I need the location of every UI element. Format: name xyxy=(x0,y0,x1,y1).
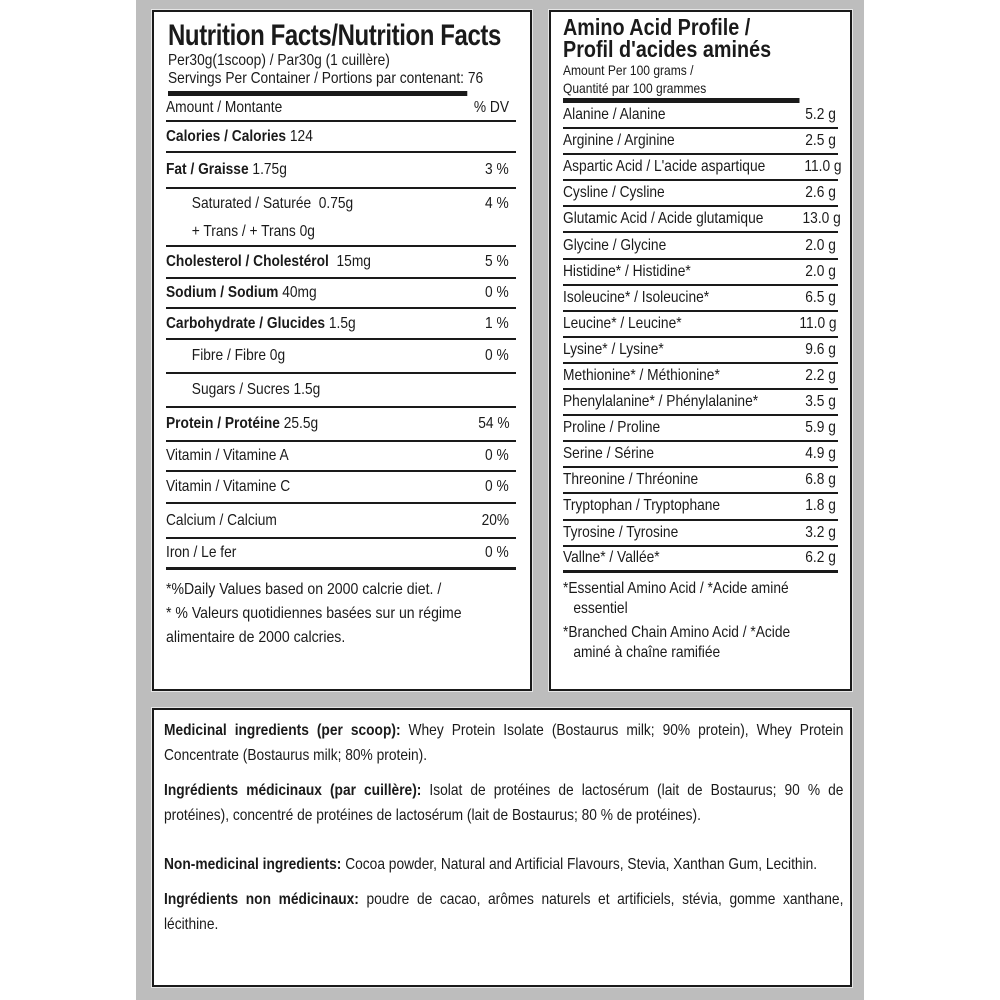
nutrient-amount: Vitamin / Vitamine C xyxy=(166,478,291,495)
note-line: *Branched Chain Amino Acid / *Acide xyxy=(563,623,791,641)
nutrient-dv: 0 % xyxy=(485,478,510,495)
amino-amount: 1.8 g xyxy=(805,497,837,515)
nutrient-label xyxy=(166,128,313,146)
nutrition-row xyxy=(166,408,516,442)
nutrient-amount: Sugars / Sucres 1.5g xyxy=(191,381,321,398)
amino-amount: 6.2 g xyxy=(805,549,837,567)
amount-header: Amount / Montante xyxy=(166,99,283,116)
amino-row xyxy=(563,103,838,129)
amino-row xyxy=(563,494,838,520)
amino-amount: 2.2 g xyxy=(805,366,837,384)
nutrient-label xyxy=(166,223,315,241)
nutrient-amount: 1.5g xyxy=(325,314,356,332)
ingredient-label: Ingrédients médicinaux (par cuillère): xyxy=(164,782,422,799)
note-line: essentiel xyxy=(573,599,628,617)
amino-amount: 2.0 g xyxy=(805,262,837,280)
nutrient-amount: Saturated / Saturée 0.75g xyxy=(191,195,354,212)
nutrient-dv: 54 % xyxy=(477,415,510,432)
nutrient-dv: 3 % xyxy=(485,161,510,178)
amino-sub-en: Amount Per 100 grams / xyxy=(563,62,694,78)
serving-size: Per30g(1scoop) / Par30g (1 cuillère) xyxy=(168,52,390,69)
amino-amount: 9.6 g xyxy=(805,340,837,358)
amino-amount: 5.2 g xyxy=(805,106,837,124)
nutrient-name: Carbohydrate / Glucides xyxy=(166,314,326,332)
ingredient-label: Medicinal ingredients (per scoop): xyxy=(164,722,401,739)
nutrient-dv: 5 % xyxy=(485,253,510,270)
ingredient-text: Isolat de protéines de lactosérum (lait de Bostaurus; 90 % de protéines), concentré de protéines de lactosérum (lait de Bostaurus; 80 % de protéines). xyxy=(164,782,844,824)
amino-name: Threonine / Thréonine xyxy=(563,471,699,489)
nutrition-row xyxy=(166,504,516,539)
nutrient-amount: Fibre / Fibre 0g xyxy=(191,347,286,364)
nutrition-row xyxy=(166,442,516,472)
nutrient-label xyxy=(166,284,317,302)
ingredient-label: Ingrédients non médicinaux: xyxy=(164,891,359,908)
amino-name: Proline / Proline xyxy=(563,419,661,437)
nutrient-dv: 1 % xyxy=(485,314,510,332)
amino-name: Isoleucine* / Isoleucine* xyxy=(563,288,710,306)
nutrient-amount: 15mg xyxy=(328,253,371,270)
amino-row xyxy=(563,390,838,416)
nutrient-amount: 25.5g xyxy=(279,415,319,432)
dv-header: % DV xyxy=(473,99,510,116)
amino-amount: 13.0 g xyxy=(802,210,841,228)
amino-amount: 2.5 g xyxy=(805,132,837,150)
amino-row xyxy=(563,312,838,338)
nutrient-dv: 0 % xyxy=(485,284,510,301)
amino-name: Glycine / Glycine xyxy=(563,236,667,254)
nutrition-row xyxy=(166,340,516,374)
amino-amount: 3.2 g xyxy=(805,523,837,541)
amino-acid-panel xyxy=(549,10,852,691)
footnote-line: alimentaire de 2000 calcries. xyxy=(166,629,346,646)
amino-name: Leucine* / Leucine* xyxy=(563,314,682,332)
nutrient-label xyxy=(166,253,371,271)
ingredient-label: Non-medicinal ingredients: xyxy=(164,856,342,873)
servings-per-container: Servings Per Container / Portions par contenant: 76 xyxy=(168,70,467,96)
nutrient-label xyxy=(166,415,318,433)
footnote-line: *%Daily Values based on 2000 calcrie diet. / xyxy=(166,581,442,598)
nutrient-amount: + Trans / + Trans 0g xyxy=(191,223,315,240)
amino-name: Aspartic Acid / L'acide aspartique xyxy=(563,158,766,176)
amino-name: Methionine* / Méthionine* xyxy=(563,366,720,384)
nutrient-name: Sodium / Sodium xyxy=(166,284,279,301)
amino-name: Alanine / Alanine xyxy=(563,106,666,124)
amino-amount: 11.0 g xyxy=(804,158,842,176)
amino-name: Serine / Sérine xyxy=(563,445,655,463)
amino-amount: 2.6 g xyxy=(805,184,837,202)
amino-name: Vallne* / Vallée* xyxy=(563,549,660,567)
nutrient-name: Protein / Protéine xyxy=(166,415,280,432)
nutrient-amount: Vitamin / Vitamine A xyxy=(166,447,289,464)
nutrition-row xyxy=(166,539,516,570)
nutrient-amount: 40mg xyxy=(278,284,317,301)
nutrient-name: Cholesterol / Cholestérol xyxy=(166,253,329,270)
daily-value-footnote xyxy=(166,578,474,650)
nutrient-label xyxy=(166,512,277,530)
nutrient-dv: 0 % xyxy=(485,544,510,561)
amino-row xyxy=(563,521,838,547)
nutrient-amount: 1.75g xyxy=(248,161,287,178)
nutrient-amount: 124 xyxy=(286,127,313,145)
nutrition-row xyxy=(166,219,516,247)
amino-name: Lysine* / Lysine* xyxy=(563,340,664,358)
nutrient-label xyxy=(166,161,287,179)
amino-title-fr: Profil d'acides aminés xyxy=(563,36,772,62)
nutrition-facts-panel xyxy=(152,10,532,691)
nutrient-label xyxy=(166,478,290,496)
nutrition-row xyxy=(166,309,516,340)
nutrient-amount: Calcium / Calcium xyxy=(166,511,277,529)
amino-rows xyxy=(563,103,842,573)
amino-amount: 6.5 g xyxy=(805,288,837,306)
nutrient-name: Calories / Calories xyxy=(166,127,287,145)
amino-name: Phenylalanine* / Phénylalanine* xyxy=(563,393,759,411)
amino-row xyxy=(563,416,838,442)
amino-row xyxy=(563,547,838,573)
nutrient-name: Fat / Graisse xyxy=(166,161,249,178)
nutrition-row xyxy=(166,279,516,309)
non-medicinal-ingredients-en xyxy=(164,852,843,877)
nutrition-row xyxy=(166,189,516,219)
nutrient-dv: 0 % xyxy=(485,447,510,464)
essential-note xyxy=(563,579,847,619)
amino-amount: 5.9 g xyxy=(805,419,837,437)
amino-row xyxy=(563,233,838,259)
amino-amount: 4.9 g xyxy=(805,445,837,463)
amino-row xyxy=(563,364,838,390)
nutrient-label xyxy=(166,195,353,213)
medicinal-ingredients-en xyxy=(164,718,843,768)
amino-title-en: Amino Acid Profile / xyxy=(563,14,751,40)
nutrient-label xyxy=(166,315,356,333)
nutrition-facts-title: Nutrition Facts/Nutrition Facts xyxy=(168,19,501,52)
amino-amount: 11.0 g xyxy=(799,314,837,332)
ingredient-text: Whey Protein Isolate (Bostaurus milk; 90% protein), Whey Protein Concentrate (Bostaurus milk; 80% protein). xyxy=(164,722,844,764)
nutrition-row xyxy=(166,247,516,279)
nutrition-row xyxy=(166,374,516,408)
nutrient-dv: 0 % xyxy=(485,347,510,364)
nutrient-dv: 4 % xyxy=(485,195,510,212)
non-medicinal-ingredients-fr xyxy=(164,887,843,937)
amino-row xyxy=(563,181,838,207)
amino-name: Glutamic Acid / Acide glutamique xyxy=(563,210,764,228)
nutrient-label xyxy=(166,347,285,365)
amino-row xyxy=(563,286,838,312)
amino-name: Cysline / Cysline xyxy=(563,184,665,202)
amino-row xyxy=(563,338,838,364)
nutrient-amount: Iron / Le fer xyxy=(166,544,237,561)
nutrient-dv: 20% xyxy=(481,511,510,529)
bcaa-note xyxy=(563,623,847,663)
nutrient-label xyxy=(166,544,236,562)
ingredient-text: Cocoa powder, Natural and Artificial Flavours, Stevia, Xanthan Gum, Lecithin. xyxy=(341,856,818,873)
note-line: *Essential Amino Acid / *Acide aminé xyxy=(563,579,789,597)
amino-row xyxy=(563,442,838,468)
nutrition-rows xyxy=(166,122,516,570)
nutrition-row xyxy=(166,472,516,504)
amino-row xyxy=(563,207,841,233)
amino-amount: 2.0 g xyxy=(805,236,837,254)
amino-row xyxy=(563,468,838,494)
nutrition-row xyxy=(166,122,516,153)
amino-amount: 3.5 g xyxy=(805,393,837,411)
nutrition-row xyxy=(166,153,516,189)
amino-sub-fr: Quantité par 100 grammes xyxy=(563,80,800,103)
amino-name: Tryptophan / Tryptophane xyxy=(563,497,721,515)
nutrient-label xyxy=(166,447,289,465)
medicinal-ingredients-fr xyxy=(164,778,843,828)
nutrient-label xyxy=(166,381,320,399)
amino-amount: 6.8 g xyxy=(805,471,837,489)
amino-name: Arginine / Arginine xyxy=(563,132,675,150)
amino-name: Tyrosine / Tyrosine xyxy=(563,523,679,541)
nf-header-row xyxy=(166,96,516,122)
footnote-line: * % Valeurs quotidiennes basées sur un régime xyxy=(166,605,462,622)
ingredient-text: poudre de cacao, arômes naturels et artificiels, stévia, gomme xanthane, lécithine. xyxy=(164,891,844,933)
ingredients-panel xyxy=(152,708,852,987)
amino-row xyxy=(563,129,838,155)
amino-row xyxy=(563,155,842,181)
amino-row xyxy=(563,260,838,286)
amino-name: Histidine* / Histidine* xyxy=(563,262,691,280)
note-line: aminé à chaîne ramifiée xyxy=(573,643,721,661)
